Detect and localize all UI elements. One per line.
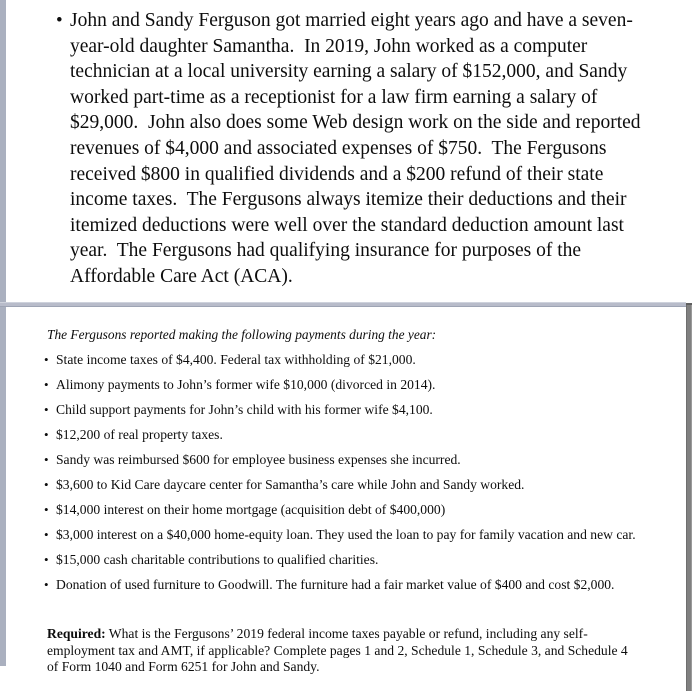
payment-item-text: Child support payments for John’s child with his former wife $4,100.	[56, 402, 433, 417]
required-section	[47, 626, 641, 676]
vertical-scrollbar[interactable]	[686, 305, 692, 691]
payment-item-text: Donation of used furniture to Goodwill. The furniture had a fair market value of $400 and cost $2,000.	[56, 577, 615, 592]
bullet-icon: •	[44, 552, 49, 567]
left-margin-rail	[0, 0, 6, 666]
payment-item-text: $15,000 cash charitable contributions to qualified charities.	[56, 552, 379, 567]
list-item	[44, 526, 656, 544]
bullet-icon: •	[44, 502, 49, 517]
bullet-icon: •	[44, 477, 49, 492]
required-label: Required:	[47, 626, 106, 641]
payment-item-text: $3,600 to Kid Care daycare center for Samantha’s care while John and Sandy worked.	[56, 477, 525, 492]
section-divider	[0, 302, 686, 307]
list-item	[44, 551, 656, 569]
payments-heading: The Fergusons reported making the following payments during the year:	[47, 327, 437, 342]
list-item	[44, 426, 656, 444]
payment-item-text: Sandy was reimbursed $600 for employee business expenses she incurred.	[56, 452, 461, 467]
list-item	[56, 8, 656, 290]
payments-section	[44, 326, 656, 601]
list-item	[44, 351, 656, 369]
payment-item-text: $12,200 of real property taxes.	[56, 427, 223, 442]
bullet-icon: •	[44, 527, 49, 542]
bullet-icon: •	[56, 10, 63, 31]
bullet-icon: •	[44, 427, 49, 442]
list-item	[44, 476, 656, 494]
list-item	[44, 576, 656, 594]
payment-item-text: $14,000 interest on their home mortgage (acquisition debt of $400,000)	[56, 502, 446, 517]
bullet-icon: •	[44, 352, 49, 367]
list-item	[44, 451, 656, 469]
payment-item-text: State income taxes of $4,400. Federal tax withholding of $21,000.	[56, 352, 416, 367]
payment-item-text: $3,000 interest on a $40,000 home-equity loan. They used the loan to pay for family vacation and new car.	[56, 527, 636, 542]
scenario-passage	[56, 8, 656, 290]
list-item	[44, 376, 656, 394]
bullet-icon: •	[44, 402, 49, 417]
payment-item-text: Alimony payments to John’s former wife $10,000 (divorced in 2014).	[56, 377, 436, 392]
scenario-passage-text: John and Sandy Ferguson got married eight years ago and have a seven-year-old daughter Samantha. In 2019, John worked as a computer technician at a local university earning a salary of $152,000, and Sandy worked part-time as a receptionist for a law firm earning a salary of $29,000. John also does some Web design work on the side and reported revenues of $4,000 and associated expenses of $750. The Fergusons received $800 in qualified dividends and a $200 refund of their state income taxes. The Fergusons always itemize their deductions and their itemized deductions were well over the standard deduction amount last year. The Fergusons had qualifying insurance for purposes of the Affordable Care Act (ACA).	[70, 10, 646, 287]
bullet-icon: •	[44, 377, 49, 392]
bullet-icon: •	[44, 577, 49, 592]
list-item	[44, 501, 656, 519]
list-item	[44, 401, 656, 419]
required-text: What is the Fergusons’ 2019 federal income taxes payable or refund, including any self-employment tax and AMT, if applicable? Complete pages 1 and 2, Schedule 1, Schedule 3, and Schedule 4 of Form 1040 and Form 6251 for John and Sandy.	[47, 626, 628, 674]
bullet-icon: •	[44, 452, 49, 467]
